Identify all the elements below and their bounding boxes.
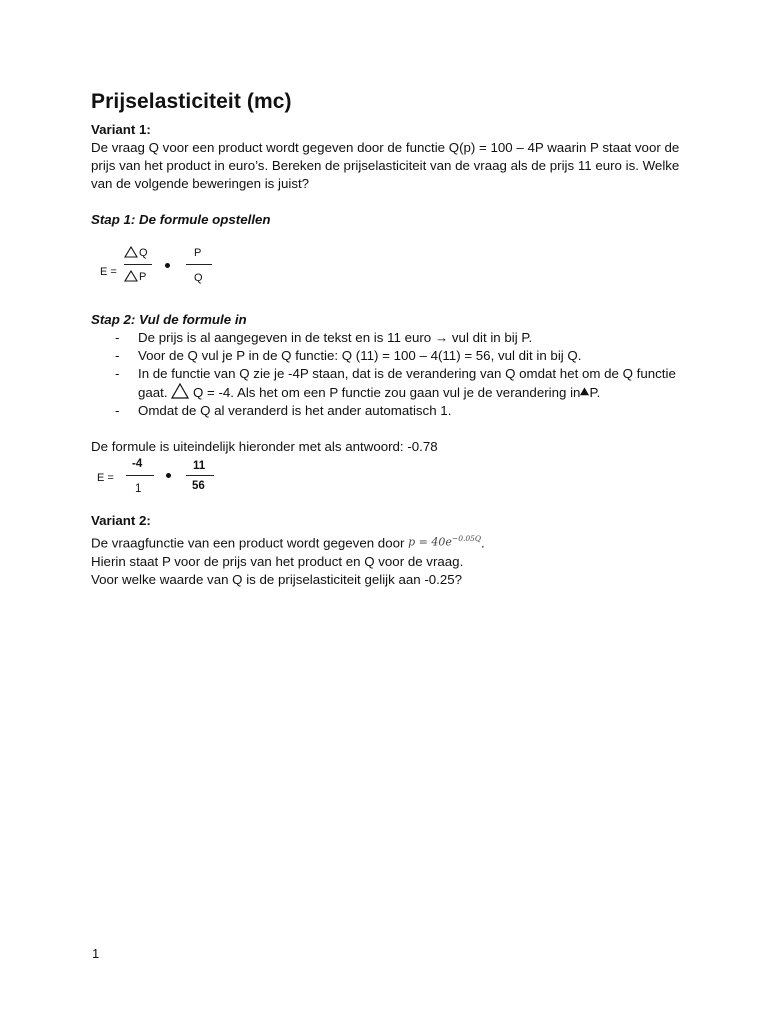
formula-e-label: E = xyxy=(100,266,117,278)
page-title: Prijselasticiteit (mc) xyxy=(91,90,292,113)
list-item: - Omdat de Q al veranderd is het ander automatisch 1. xyxy=(91,402,681,420)
formula-den2: 56 xyxy=(192,480,205,492)
variant2-line1: De vraagfunctie van een product wordt gegeven door $p = 40e^{-0.05Q}$. xyxy=(91,530,681,553)
variant1-heading: Variant 1: xyxy=(91,122,151,137)
formula-num1: Q xyxy=(139,247,148,259)
formula-den1: P xyxy=(139,271,147,283)
fraction-line-1 xyxy=(126,475,154,476)
delta-icon xyxy=(124,270,138,282)
variant1-question: De vraag Q voor een product wordt gegeven door de functie Q(p) = 100 – 4P waarin P staat voor de prijs van het product in euro’s. Bereken de prijselasticiteit van de vraag als de prijs 11 euro is. Welke van de volgende beweringen is juist? xyxy=(91,140,680,191)
fraction-line-2 xyxy=(186,475,214,476)
variant2-line3: Voor welke waarde van Q is de prijselasticiteit gelijk aan -0.25? xyxy=(91,571,463,587)
document-content xyxy=(91,89,681,589)
delta-icon xyxy=(171,383,189,399)
multiply-dot xyxy=(165,263,170,268)
page-number: 1 xyxy=(92,946,100,961)
variant2-line2: Hierin staat P voor de prijs van het product en Q voor de vraag. xyxy=(91,553,464,569)
formula-filled xyxy=(91,456,231,502)
formula-num2: 11 xyxy=(193,460,206,472)
formula-den2: Q xyxy=(194,272,203,284)
list-item: - In de functie van Q zie je -4P staan, dat is de verandering van Q omdat het om de Q functie gaat. Q = -4. Als het om een P functie zou gaan vul je de verandering in P. xyxy=(91,365,681,402)
delta-icon xyxy=(124,246,138,258)
list-item: - Voor de Q vul je P in de Q functie: Q (11) = 100 – 4(11) = 56, vul dit in bij Q. xyxy=(91,347,681,365)
variant2-heading: Variant 2: xyxy=(91,513,151,528)
fraction-line-2 xyxy=(186,264,212,265)
step2-heading: Stap 2: Vul de formule in xyxy=(91,312,247,327)
formula-elasticity xyxy=(91,241,231,301)
step1-heading: Stap 1: De formule opstellen xyxy=(91,212,271,227)
formula-num1: -4 xyxy=(132,458,143,470)
math-formula: $p = 40e^{-0.05Q}$ xyxy=(408,534,482,549)
list-item: - De prijs is al aangegeven in de tekst en is 11 euro → vul dit in bij P. xyxy=(91,329,681,347)
conclusion-text: De formule is uiteindelijk hieronder met als antwoord: -0.78 xyxy=(91,439,438,454)
multiply-dot xyxy=(166,473,171,478)
formula-e-label: E = xyxy=(97,472,114,484)
step2-list xyxy=(91,329,681,420)
formula-den1: 1 xyxy=(135,483,142,495)
formula-num2: P xyxy=(194,247,202,259)
arrow-right-icon: → xyxy=(434,330,449,345)
fraction-line-1 xyxy=(124,264,152,265)
